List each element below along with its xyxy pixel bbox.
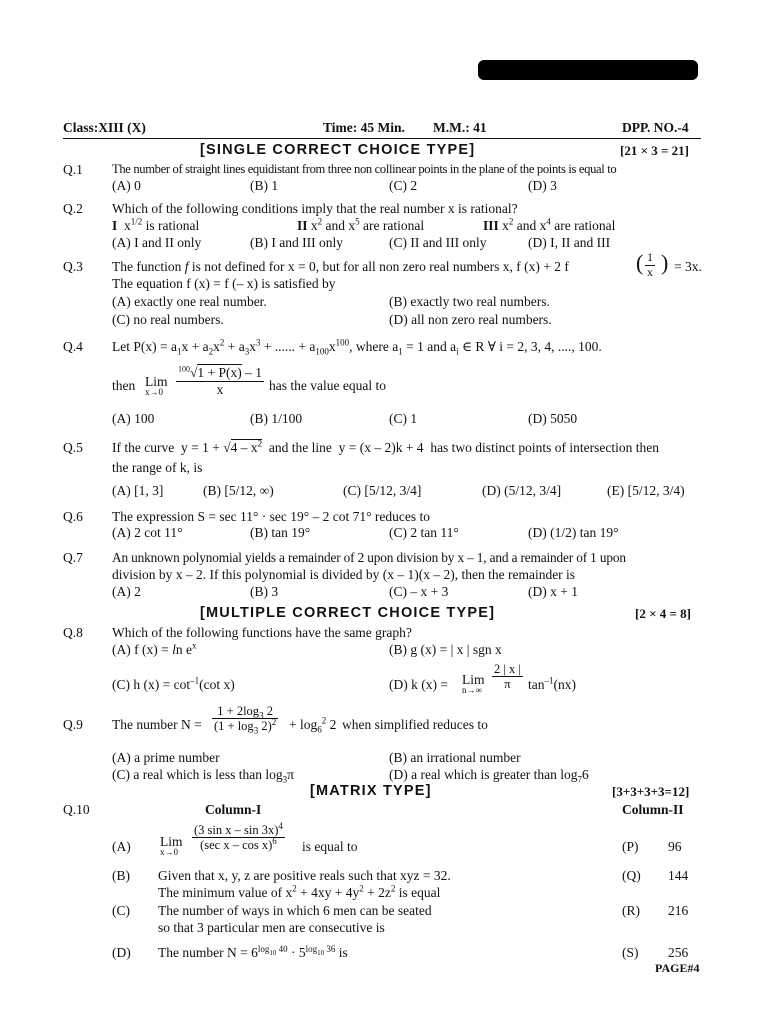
section-title-multiple: [MULTIPLE CORRECT CHOICE TYPE] [200,605,496,621]
question-number: Q.2 [63,201,83,216]
option-a: (A) a prime number [112,750,220,765]
limit: Lim n→∞ [462,672,485,695]
paren-open: ( [636,250,644,275]
row-text: The number of ways in which 6 men can be seated [158,903,432,918]
option-c: (C) 2 tan 11° [389,525,459,540]
question-number: Q.4 [63,339,83,354]
option-b: (B) I and III only [250,235,343,250]
question-text-line2: The equation f (x) = f (– x) is satisfied by [112,276,336,291]
option-b: (B) an irrational number [389,750,521,765]
option-a: (A) exactly one real number. [112,294,267,309]
dpp-label: DPP. NO.-4 [622,120,689,135]
question-text-tail: = 3x. [674,259,702,274]
answer-label: (R) [622,903,640,918]
question-number: Q.9 [63,717,83,732]
option-c: (C) [5/12, 3/4] [343,483,422,498]
option-b: (B) 3 [250,584,279,599]
question-text: Which of the following functions have the same graph? [112,625,412,640]
option-a: (A) 2 [112,584,141,599]
answer-label: (P) [622,839,639,854]
option-d: (D) (5/12, 3/4] [482,483,562,498]
time-label: Time: 45 Min. [323,120,405,135]
page-number: PAGE#4 [655,961,700,975]
option-c: (C) 2 [389,178,418,193]
row-text: Given that x, y, z are positive reals such that xyz = 32. [158,868,451,883]
question-number: Q.3 [63,259,83,274]
option-a: (A) I and II only [112,235,202,250]
section-score-single: [21 × 3 = 21] [620,143,689,158]
option-b: (B) [5/12, ∞) [203,483,274,498]
limit: Lim x→0 [145,374,168,397]
fraction-n: $\frac{1 + 2\log_3 2}{(1 + \log_3 2)^2}$ [214,704,277,736]
question-text: If the curve $y = 1 + √4 - x^2$ and the line y = (x – 2)k + 4 has two distinct points of intersection then [112,438,660,455]
row-text: is equal to [302,839,358,854]
option-a: (A) 2 cot 11° [112,525,183,540]
option-c: (C) h $(x) = \cot^{-1}(\cot$ x) [112,675,235,692]
option-d: (D) x + 1 [528,584,578,599]
option-b: (B) exactly two real numbers. [389,294,550,309]
column-2-header: Column-II [622,802,684,817]
option-b: (B) 1 [250,178,279,193]
option-d: (D) I, II and III [528,235,611,250]
condition-2: II $x^2$ and $x^5$ are rational [297,216,425,233]
question-text-start: The number N = [112,717,202,732]
condition-1: I $x^{1/2}$ is rational [112,216,200,233]
option-d: (D) 5050 [528,411,578,426]
answer-label: (S) [622,945,639,960]
section-score-multiple: [2 × 4 = 8] [635,606,691,621]
question-text-tail: when simplified reduces to [342,717,488,732]
option-d-tail: $\tan^{-1}(nx)$ [528,675,576,692]
question-text: The function f is not defined for x = 0, but for all non zero real numbers x, f (x) + 2 f [112,259,569,274]
question-number: Q.8 [63,625,83,640]
answer-label: (Q) [622,868,641,883]
option-b: (B) g (x) = | x | sgn x [389,642,502,657]
limit-fraction: $\frac{(3 \sin x - \sin 3x)^4}{(\sec x - \cos x)^6}$ [194,820,283,853]
option-e: (E) [5/12, 3/4) [607,483,685,498]
row-text-line2: so that 3 particular men are consecutive is [158,920,385,935]
header-divider [63,138,701,139]
marks-label: M.M.: 41 [433,120,487,135]
question-number: Q.5 [63,440,83,455]
row-text-line2: The minimum value of $x^2 + 4xy + 4y^2 + 2z^2$ is equal [158,883,441,900]
option-d: (D) a real which is greater than $\log_76$ [389,767,589,785]
option-b: (B) tan 19° [250,525,311,540]
condition-3: III $x^2$ and $x^4$ are rational [483,216,616,233]
question-text: The expression S = sec 11° · sec 19° – 2 cot 71° reduces to [112,509,430,524]
question-text-tail: has the value equal to [269,378,386,393]
fraction-1-over-x: $\frac{1}{x}$ [647,250,653,279]
option-d: (D) (1/2) tan 19° [528,525,619,540]
option-c: (C) a real which is less than $\log_3\pi$ [112,767,294,785]
question-number: Q.1 [63,162,83,177]
row-label: (C) [112,903,130,918]
section-title-single: [SINGLE CORRECT CHOICE TYPE] [200,142,476,158]
paper-header [63,120,700,136]
question-text-line2: division by x – 2. If this polynomial is divided by (x – 1)(x – 2), then the remainder is [112,567,576,582]
row-label: (D) [112,945,131,960]
question-text: An unknown polynomial yields a remainder of 2 upon division by x – 1, and a remainder of 1 upon [112,550,626,565]
question-text: Which of the following conditions imply that the real number x is rational? [112,201,518,216]
option-c: (C) II and III only [389,235,487,250]
question-number: Q.7 [63,550,83,565]
option-a: (A) [1, 3] [112,483,164,498]
limit-fraction: $\frac{^{100}√1 + P(x) - 1}{x}$ [178,364,263,397]
section-title-matrix: [MATRIX TYPE] [310,783,432,799]
row-label: (A) [112,839,131,854]
plus-log-term: + $\log_6^2 2$ [289,715,337,735]
row-text: The number $N = 6^{log_{10} 40} \cdot 5^{log_{10} 36}$ is [158,943,348,960]
option-b: (B) 1/100 [250,411,303,426]
limit: Lim x→0 [160,834,183,857]
class-label: Class:XIII (X) [63,120,146,135]
row-label: (B) [112,868,130,883]
question-text: The number of straight lines equidistant from three non collinear points in the plane of the points is equal to [112,162,617,176]
column-1-header: Column-I [205,802,262,817]
option-d: (D) k (x) = [389,677,448,692]
option-d: (D) 3 [528,178,557,193]
option-a: (A) f $(x) = \ln e^x$ [112,640,197,657]
answer-value: 144 [668,868,689,883]
fraction-2x-over-pi: $\frac{2 | x |}{\pi}$ [494,662,521,692]
option-a: (A) 0 [112,178,141,193]
option-c: (C) no real numbers. [112,312,224,327]
then-label: then [112,378,136,393]
question-text: Let $P(x) = a_1x + a_2x^2 + a_3x^3$ + ...... + $a_{100}x^{100}$, where $a_1 = 1$ and $a_i$ ∈ R ∀ i = 2, 3, 4, ...., 100. [112,337,602,357]
option-c: (C) – x + 3 [389,584,449,599]
paren-close: ) [661,250,669,275]
option-a: (A) 100 [112,411,155,426]
option-c: (C) 1 [389,411,418,426]
option-d: (D) all non zero real numbers. [389,312,552,327]
answer-value: 256 [668,945,689,960]
question-number: Q.10 [63,802,90,817]
question-text-line2: the range of k, is [112,460,203,475]
answer-value: 96 [668,839,682,854]
redaction-bar [478,60,698,80]
section-score-matrix: [3+3+3+3=12] [612,784,690,799]
question-number: Q.6 [63,509,83,524]
answer-value: 216 [668,903,689,918]
